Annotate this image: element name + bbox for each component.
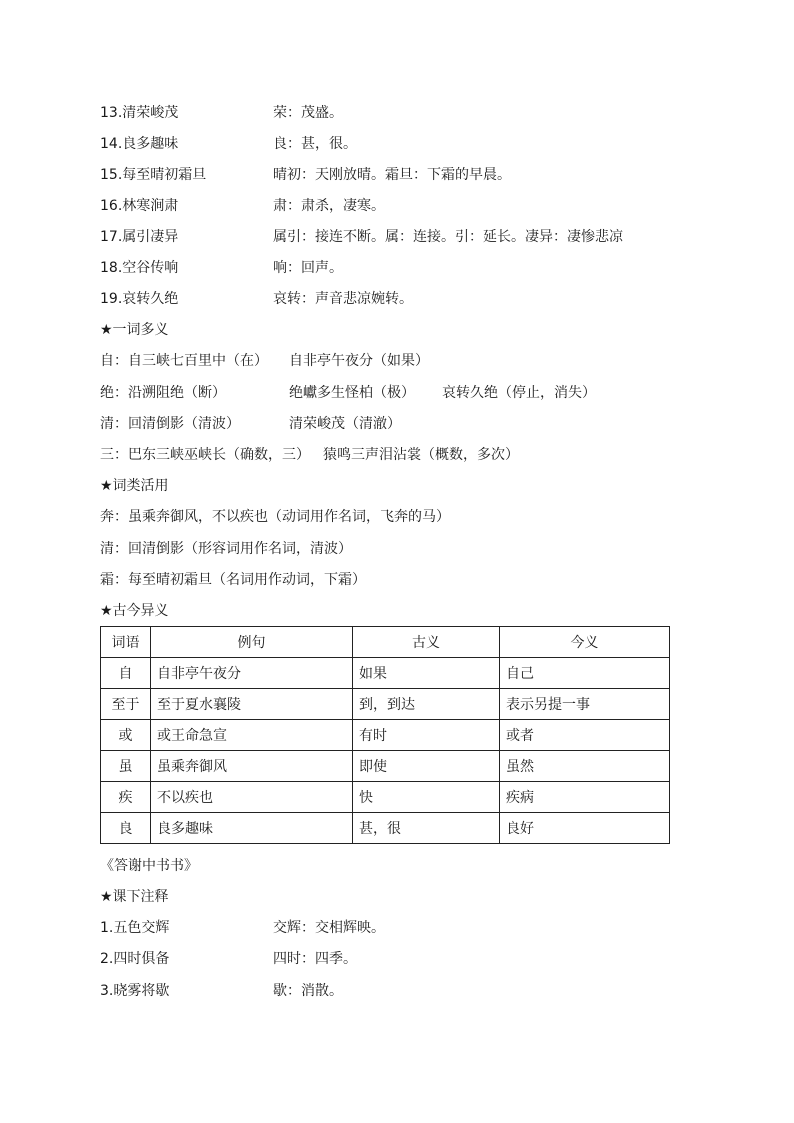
ancient-meaning-cell: 快 — [353, 782, 500, 813]
notes-heading: ★课下注释 — [100, 889, 169, 905]
note-term: 18.空谷传响 — [100, 260, 179, 276]
modern-meaning-cell: 疾病 — [500, 782, 670, 813]
word-cell: 虽 — [101, 751, 151, 782]
note-definition: 哀转：声音悲凉婉转。 — [273, 291, 413, 307]
note-term: 19.哀转久绝 — [100, 291, 179, 307]
polysemy-heading: ★一词多义 — [100, 322, 169, 338]
word-cell: 至于 — [101, 689, 151, 720]
conversion-example: 清：回清倒影（形容词用作名词，清波） — [100, 541, 352, 557]
polysemy-example: 猿鸣三声泪沾裳（概数，多次） — [323, 447, 519, 463]
note-definition: 歇：消散。 — [273, 983, 343, 999]
modern-meaning-cell: 表示另提一事 — [500, 689, 670, 720]
polysemy-example: 自：自三峡七百里中（在） — [100, 353, 268, 369]
table-row — [101, 751, 670, 782]
example-cell: 不以疾也 — [151, 782, 353, 813]
modern-meaning-cell: 良好 — [500, 813, 670, 844]
word-cell: 或 — [101, 720, 151, 751]
word-cell: 自 — [101, 658, 151, 689]
polysemy-example: 自非亭午夜分（如果） — [289, 353, 429, 369]
note-term: 16.林寒涧肃 — [100, 198, 179, 214]
word-cell: 疾 — [101, 782, 151, 813]
note-term: 2.四时俱备 — [100, 951, 170, 967]
table-row — [101, 813, 670, 844]
ancient-meaning-cell: 如果 — [353, 658, 500, 689]
note-definition: 肃：肃杀，凄寒。 — [273, 198, 385, 214]
note-definition: 交辉：交相辉映。 — [273, 920, 385, 936]
column-header: 例句 — [151, 627, 353, 658]
ancient-modern-heading: ★古今异义 — [100, 603, 169, 619]
note-term: 1.五色交辉 — [100, 920, 170, 936]
note-definition: 四时：四季。 — [273, 951, 357, 967]
word-cell: 良 — [101, 813, 151, 844]
note-definition: 荣：茂盛。 — [273, 105, 343, 121]
example-cell: 自非亭午夜分 — [151, 658, 353, 689]
polysemy-example: 哀转久绝（停止，消失） — [442, 385, 596, 401]
polysemy-example: 绝：沿溯阻绝（断） — [100, 385, 226, 401]
ancient-meaning-cell: 即使 — [353, 751, 500, 782]
example-cell: 良多趣味 — [151, 813, 353, 844]
conversion-example: 奔：虽乘奔御风，不以疾也（动词用作名词，飞奔的马） — [100, 509, 450, 525]
note-definition: 晴初：天刚放晴。霜旦：下霜的早晨。 — [273, 167, 511, 183]
example-cell: 至于夏水襄陵 — [151, 689, 353, 720]
note-term: 3.晓雾将歇 — [100, 983, 170, 999]
table-row — [101, 689, 670, 720]
polysemy-example: 三：巴东三峡巫峡长（确数，三） — [100, 447, 310, 463]
ancient-meaning-cell: 到，到达 — [353, 689, 500, 720]
note-term: 14.良多趣味 — [100, 136, 179, 152]
note-definition: 响：回声。 — [273, 260, 343, 276]
modern-meaning-cell: 或者 — [500, 720, 670, 751]
polysemy-example: 绝巘多生怪柏（极） — [289, 385, 415, 401]
table-row — [101, 658, 670, 689]
modern-meaning-cell: 虽然 — [500, 751, 670, 782]
example-cell: 或王命急宣 — [151, 720, 353, 751]
note-term: 15.每至晴初霜旦 — [100, 167, 207, 183]
table-header-row — [101, 627, 670, 658]
table-row — [101, 782, 670, 813]
note-definition: 属引：接连不断。属：连接。引：延长。凄异：凄惨悲凉 — [273, 229, 623, 245]
note-definition: 良：甚，很。 — [273, 136, 357, 152]
conversion-heading: ★词类活用 — [100, 478, 169, 494]
conversion-example: 霜：每至晴初霜旦（名词用作动词，下霜） — [100, 572, 366, 588]
example-cell: 虽乘奔御风 — [151, 751, 353, 782]
table-row — [101, 720, 670, 751]
polysemy-example: 清荣峻茂（清澈） — [289, 416, 401, 432]
modern-meaning-cell: 自己 — [500, 658, 670, 689]
ancient-modern-table — [100, 626, 670, 844]
note-term: 13.清荣峻茂 — [100, 105, 179, 121]
note-term: 17.属引凄异 — [100, 229, 179, 245]
column-header: 今义 — [500, 627, 670, 658]
polysemy-example: 清：回清倒影（清波） — [100, 416, 240, 432]
ancient-meaning-cell: 有时 — [353, 720, 500, 751]
ancient-meaning-cell: 甚，很 — [353, 813, 500, 844]
column-header: 古义 — [353, 627, 500, 658]
column-header: 词语 — [101, 627, 151, 658]
text-title: 《答谢中书书》 — [100, 858, 198, 874]
